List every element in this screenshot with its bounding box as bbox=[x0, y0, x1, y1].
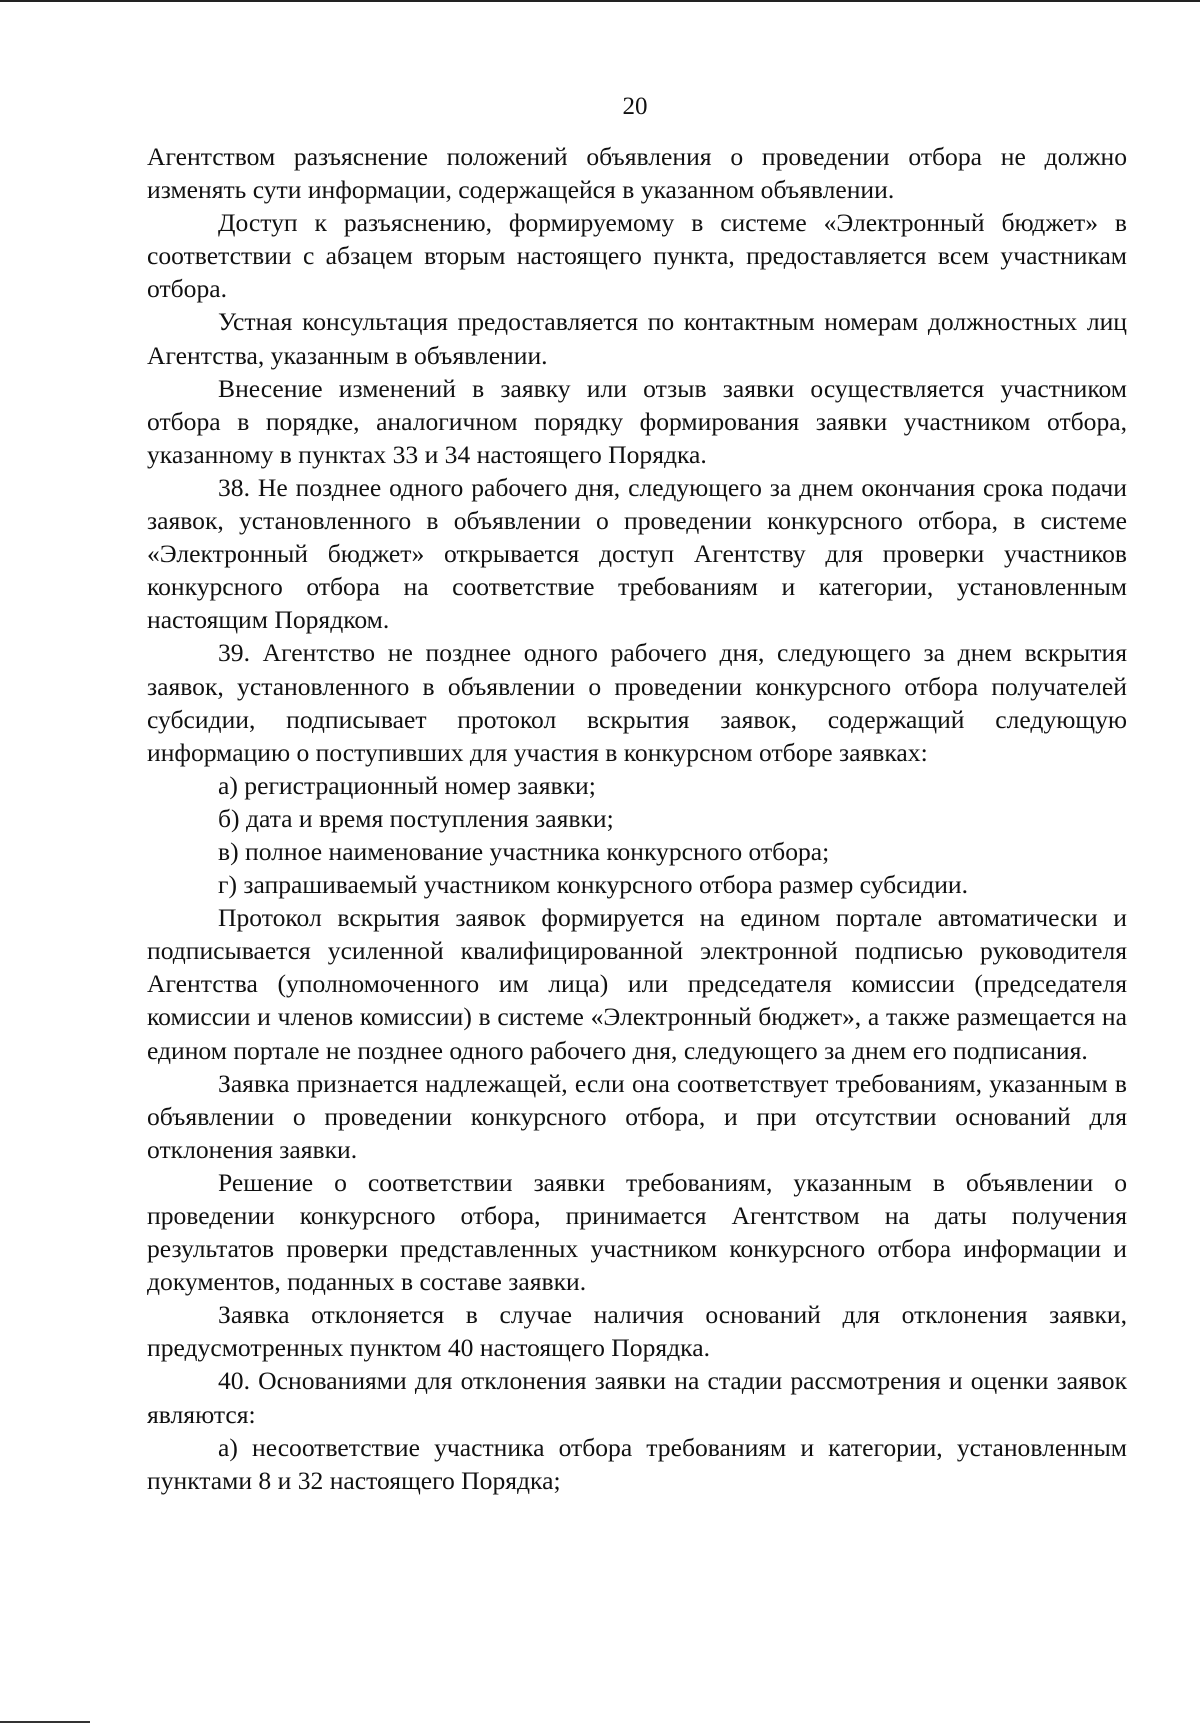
page-number: 20 bbox=[622, 93, 648, 120]
list-item-b: б) дата и время поступления заявки; bbox=[218, 803, 614, 833]
clause-39: 39. Агентство не позднее одного рабочего дня, следующего за днем вскрытия заявок, установленного в объявлении о проведении конкурсного отбора получателей субсидии, подписывает протокол вскрытия заявок, содержащий следующую информацию о поступивших для участия в конкурсном отборе заявках: bbox=[147, 638, 1127, 767]
paragraph: Протокол вскрытия заявок формируется на едином портале автоматически и подписывается усиленной квалифицированной электронной подписью руководителя Агентства (уполномоченного им лица) или председателя комиссии (председателя комиссии и членов комиссии) в системе «Электронный бюджет», а также размещается на едином портале не позднее одного рабочего дня, следующего за днем его подписания. bbox=[147, 903, 1127, 1065]
list-item-v: в) полное наименование участника конкурсного отбора; bbox=[218, 836, 830, 866]
list-item-a: а) регистрационный номер заявки; bbox=[218, 770, 596, 800]
paragraph: Решение о соответствии заявки требованиям, указанным в объявлении о проведении конкурсного отбора, принимается Агентством на даты получения результатов проверки представленных участником конкурсного отбора информации и документов, поданных в составе заявки. bbox=[147, 1167, 1127, 1297]
paragraph: Заявка признается надлежащей, если она соответствует требованиям, указанным в объявлении о проведении конкурсного отбора, и при отсутствии оснований для отклонения заявки. bbox=[147, 1068, 1127, 1164]
scan-edge-top bbox=[0, 0, 1200, 2]
paragraph: Заявка отклоняется в случае наличия оснований для отклонения заявки, предусмотренных пунктом 40 настоящего Порядка. bbox=[147, 1300, 1127, 1363]
clause-40: 40. Основаниями для отклонения заявки на стадии рассмотрения и оценки заявок являются: bbox=[147, 1366, 1127, 1429]
list-item-a: а) несоответствие участника отбора требованиям и категории, установленным пунктами 8 и 32 настоящего Порядка; bbox=[147, 1432, 1127, 1495]
paragraph-continuation: Агентством разъяснение положений объявления о проведении отбора не должно изменять сути информации, содержащейся в указанном объявлении. bbox=[147, 142, 1127, 205]
paragraph: Внесение изменений в заявку или отзыв заявки осуществляется участником отбора в порядке, аналогичном порядку формирования заявки участником отбора, указанному в пунктах 33 и 34 настоящего Порядка. bbox=[147, 373, 1127, 469]
paragraph: Устная консультация предоставляется по контактным номерам должностных лиц Агентства, указанным в объявлении. bbox=[147, 307, 1127, 370]
scan-edge-bottom bbox=[0, 1721, 90, 1723]
document-body bbox=[147, 140, 1127, 1497]
list-item-g: г) запрашиваемый участником конкурсного отбора размер субсидии. bbox=[218, 870, 969, 900]
paragraph: Доступ к разъяснению, формируемому в системе «Электронный бюджет» в соответствии с абзацем вторым настоящего пункта, предоставляется всем участникам отбора. bbox=[147, 208, 1127, 304]
clause-38: 38. Не позднее одного рабочего дня, следующего за днем окончания срока подачи заявок, установленного в объявлении о проведении конкурсного отбора, в системе «Электронный бюджет» открывается доступ Агентству для проверки участников конкурсного отбора на соответствие требованиям и категории, установленным настоящим Порядком. bbox=[147, 472, 1127, 635]
